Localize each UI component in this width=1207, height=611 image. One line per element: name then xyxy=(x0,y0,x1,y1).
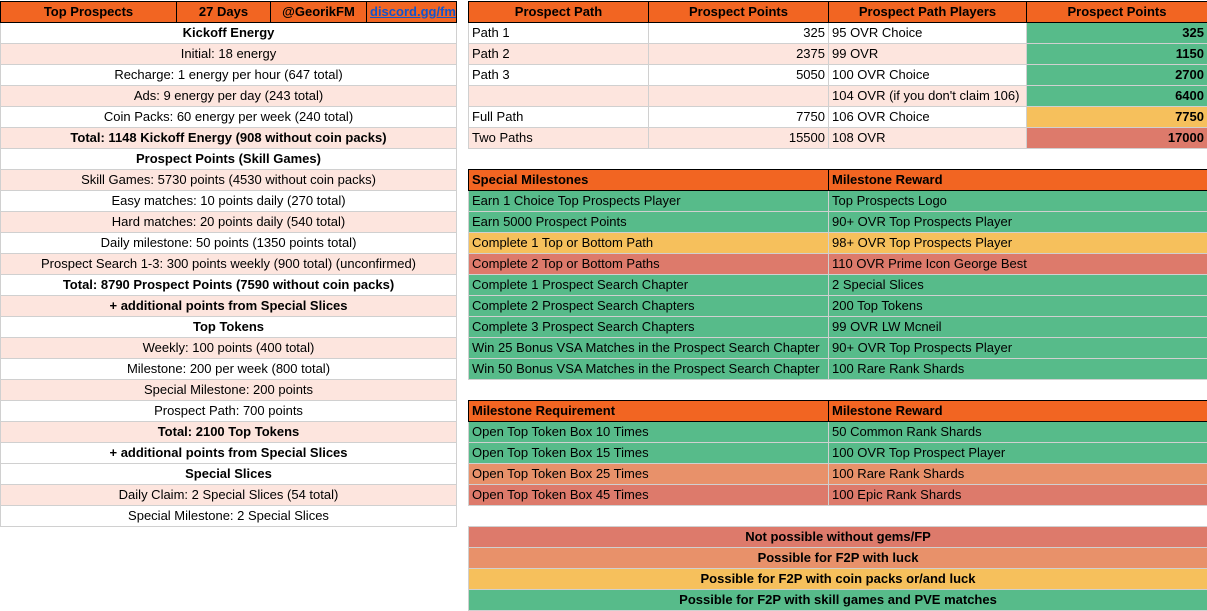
section-row-text: Easy matches: 10 points daily (270 total) xyxy=(1,191,457,212)
section-row-text: Daily milestone: 50 points (1350 points total) xyxy=(1,233,457,254)
milestone-req: Open Top Token Box 25 Times xyxy=(469,464,829,485)
special-milestone-reward: 90+ OVR Top Prospects Player xyxy=(829,338,1207,359)
section-total-text: Total: 1148 Kickoff Energy (908 without coin packs) xyxy=(1,128,457,149)
section-title: Prospect Points (Skill Games) xyxy=(1,149,457,170)
path-name: Path 3 xyxy=(469,65,649,86)
path-player-points: 7750 xyxy=(1027,107,1207,128)
path-points: 5050 xyxy=(649,65,829,86)
path-name: Two Paths xyxy=(469,128,649,149)
left-summary-table xyxy=(0,1,457,527)
section-row xyxy=(1,485,457,506)
special-header-reward: Milestone Reward xyxy=(829,170,1207,191)
milestone-reward: 100 OVR Top Prospect Player xyxy=(829,443,1207,464)
legend-row xyxy=(469,527,1207,548)
special-milestone-req: Complete 2 Prospect Search Chapters xyxy=(469,296,829,317)
special-header-req: Special Milestones xyxy=(469,170,829,191)
path-name xyxy=(469,86,649,107)
section-total-text: Total: 2100 Top Tokens xyxy=(1,422,457,443)
section-row xyxy=(1,65,457,86)
path-player-points: 2700 xyxy=(1027,65,1207,86)
section-total-row xyxy=(1,296,457,317)
path-points: 2375 xyxy=(649,44,829,65)
special-milestone-reward: 2 Special Slices xyxy=(829,275,1207,296)
path-points: 15500 xyxy=(649,128,829,149)
milestone-row xyxy=(469,443,1207,464)
special-milestone-row xyxy=(469,275,1207,296)
special-milestone-req: Complete 1 Top or Bottom Path xyxy=(469,233,829,254)
section-row-text: Ads: 9 energy per day (243 total) xyxy=(1,86,457,107)
path-player-points: 6400 xyxy=(1027,86,1207,107)
section-row xyxy=(1,86,457,107)
section-row xyxy=(1,254,457,275)
section-row-text: Recharge: 1 energy per hour (647 total) xyxy=(1,65,457,86)
path-player: 100 OVR Choice xyxy=(829,65,1027,86)
legend-panel xyxy=(468,526,1207,611)
path-name: Path 2 xyxy=(469,44,649,65)
section-row-text: Prospect Search 1-3: 300 points weekly (900 total) (unconfirmed) xyxy=(1,254,457,275)
path-row xyxy=(469,44,1207,65)
path-points xyxy=(649,86,829,107)
header-days: 27 Days xyxy=(177,2,271,23)
section-row xyxy=(1,191,457,212)
special-milestone-reward: 100 Rare Rank Shards xyxy=(829,359,1207,380)
special-milestone-row xyxy=(469,317,1207,338)
section-row xyxy=(1,212,457,233)
special-milestone-req: Complete 2 Top or Bottom Paths xyxy=(469,254,829,275)
path-header-points: Prospect Points xyxy=(649,2,829,23)
milestone-header-row xyxy=(469,401,1207,422)
special-milestone-req: Complete 3 Prospect Search Chapters xyxy=(469,317,829,338)
legend-label: Possible for F2P with coin packs or/and luck xyxy=(469,569,1207,590)
section-total-text: + additional points from Special Slices xyxy=(1,443,457,464)
path-row xyxy=(469,86,1207,107)
section-row xyxy=(1,233,457,254)
special-milestone-reward: 200 Top Tokens xyxy=(829,296,1207,317)
section-total-text: + additional points from Special Slices xyxy=(1,296,457,317)
special-milestones-table xyxy=(468,169,1207,380)
path-player: 104 OVR (if you don't claim 106) xyxy=(829,86,1027,107)
special-milestone-row xyxy=(469,254,1207,275)
section-title: Top Tokens xyxy=(1,317,457,338)
legend-row xyxy=(469,548,1207,569)
section-row-text: Skill Games: 5730 points (4530 without coin packs) xyxy=(1,170,457,191)
path-player-points: 17000 xyxy=(1027,128,1207,149)
path-player-points: 1150 xyxy=(1027,44,1207,65)
section-row-text: Coin Packs: 60 energy per week (240 total) xyxy=(1,107,457,128)
discord-link[interactable]: discord.gg/fm xyxy=(367,2,457,23)
section-row xyxy=(1,338,457,359)
special-milestone-reward: 98+ OVR Top Prospects Player xyxy=(829,233,1207,254)
path-header-path: Prospect Path xyxy=(469,2,649,23)
path-points: 7750 xyxy=(649,107,829,128)
special-milestone-req: Complete 1 Prospect Search Chapter xyxy=(469,275,829,296)
section-title-row xyxy=(1,317,457,338)
path-name: Full Path xyxy=(469,107,649,128)
section-row xyxy=(1,44,457,65)
milestone-header-req: Milestone Requirement xyxy=(469,401,829,422)
legend-table xyxy=(468,526,1207,611)
milestone-reward: 50 Common Rank Shards xyxy=(829,422,1207,443)
section-row xyxy=(1,359,457,380)
path-player: 95 OVR Choice xyxy=(829,23,1027,44)
legend-row xyxy=(469,590,1207,611)
special-milestone-reward: 99 OVR LW Mcneil xyxy=(829,317,1207,338)
legend-label: Not possible without gems/FP xyxy=(469,527,1207,548)
special-milestone-row xyxy=(469,338,1207,359)
section-row xyxy=(1,401,457,422)
section-row-text: Hard matches: 20 points daily (540 total) xyxy=(1,212,457,233)
special-milestone-row xyxy=(469,212,1207,233)
path-header-player-points: Prospect Points xyxy=(1027,2,1207,23)
section-row-text: Prospect Path: 700 points xyxy=(1,401,457,422)
path-header-players: Prospect Path Players xyxy=(829,2,1027,23)
prospect-path-table xyxy=(468,1,1207,149)
section-title-row xyxy=(1,464,457,485)
milestones-table xyxy=(468,400,1207,506)
special-milestone-row xyxy=(469,359,1207,380)
path-player: 108 OVR xyxy=(829,128,1027,149)
section-title: Special Slices xyxy=(1,464,457,485)
special-header-row xyxy=(469,170,1207,191)
special-milestone-row xyxy=(469,233,1207,254)
section-row xyxy=(1,506,457,527)
header-handle: @GeorikFM xyxy=(271,2,367,23)
section-total-row xyxy=(1,128,457,149)
special-milestone-req: Win 25 Bonus VSA Matches in the Prospect Search Chapter xyxy=(469,338,829,359)
path-points: 325 xyxy=(649,23,829,44)
section-row-text: Weekly: 100 points (400 total) xyxy=(1,338,457,359)
section-row-text: Special Milestone: 2 Special Slices xyxy=(1,506,457,527)
section-row-text: Special Milestone: 200 points xyxy=(1,380,457,401)
milestone-reward: 100 Rare Rank Shards xyxy=(829,464,1207,485)
special-milestone-reward: 90+ OVR Top Prospects Player xyxy=(829,212,1207,233)
milestone-row xyxy=(469,422,1207,443)
header-row xyxy=(1,2,457,23)
header-title: Top Prospects xyxy=(1,2,177,23)
path-name: Path 1 xyxy=(469,23,649,44)
path-panel xyxy=(468,1,1207,149)
special-milestone-row xyxy=(469,296,1207,317)
path-player: 99 OVR xyxy=(829,44,1027,65)
path-player: 106 OVR Choice xyxy=(829,107,1027,128)
milestone-req: Open Top Token Box 45 Times xyxy=(469,485,829,506)
legend-label: Possible for F2P with luck xyxy=(469,548,1207,569)
path-row xyxy=(469,128,1207,149)
section-row xyxy=(1,107,457,128)
path-row xyxy=(469,65,1207,86)
section-row-text: Daily Claim: 2 Special Slices (54 total) xyxy=(1,485,457,506)
special-milestone-req: Earn 5000 Prospect Points xyxy=(469,212,829,233)
milestone-reward: 100 Epic Rank Shards xyxy=(829,485,1207,506)
milestone-req: Open Top Token Box 15 Times xyxy=(469,443,829,464)
section-total-text: Total: 8790 Prospect Points (7590 without coin packs) xyxy=(1,275,457,296)
milestone-row xyxy=(469,485,1207,506)
milestone-header-reward: Milestone Reward xyxy=(829,401,1207,422)
path-header-row xyxy=(469,2,1207,23)
section-total-row xyxy=(1,275,457,296)
legend-row xyxy=(469,569,1207,590)
section-row-text: Initial: 18 energy xyxy=(1,44,457,65)
special-milestone-req: Win 50 Bonus VSA Matches in the Prospect Search Chapter xyxy=(469,359,829,380)
special-milestone-row xyxy=(469,191,1207,212)
section-row-text: Milestone: 200 per week (800 total) xyxy=(1,359,457,380)
milestone-row xyxy=(469,464,1207,485)
path-player-points: 325 xyxy=(1027,23,1207,44)
section-row xyxy=(1,380,457,401)
milestone-req: Open Top Token Box 10 Times xyxy=(469,422,829,443)
left-panel xyxy=(0,1,457,527)
section-title: Kickoff Energy xyxy=(1,23,457,44)
special-milestones-panel xyxy=(468,169,1207,380)
special-milestone-req: Earn 1 Choice Top Prospects Player xyxy=(469,191,829,212)
section-title-row xyxy=(1,23,457,44)
section-row xyxy=(1,170,457,191)
milestones-panel xyxy=(468,400,1207,506)
legend-label: Possible for F2P with skill games and PVE matches xyxy=(469,590,1207,611)
special-milestone-reward: 110 OVR Prime Icon George Best xyxy=(829,254,1207,275)
section-title-row xyxy=(1,149,457,170)
special-milestone-reward: Top Prospects Logo xyxy=(829,191,1207,212)
section-total-row xyxy=(1,443,457,464)
section-total-row xyxy=(1,422,457,443)
path-row xyxy=(469,23,1207,44)
path-row xyxy=(469,107,1207,128)
